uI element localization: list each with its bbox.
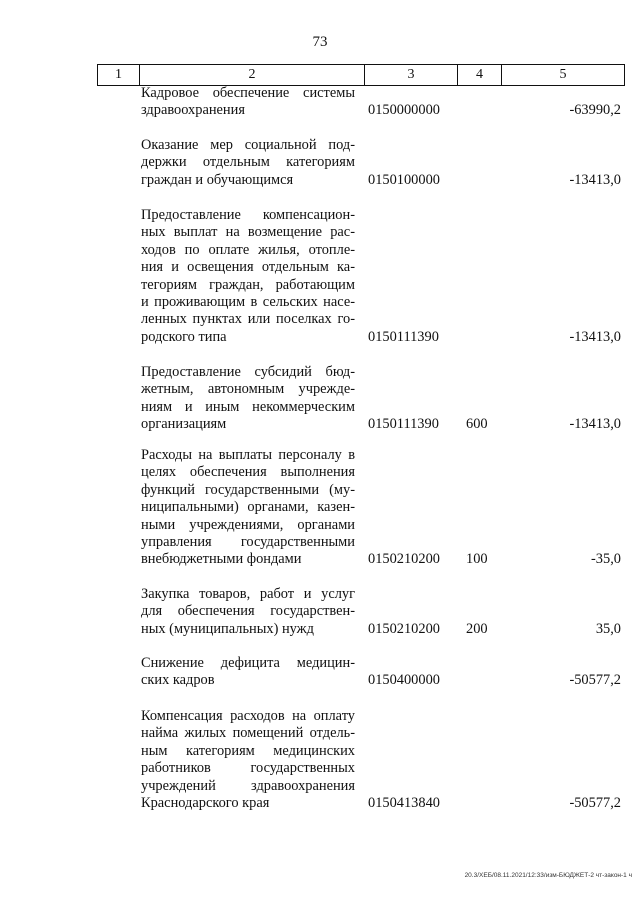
row-description: Компенсация расходов на оплату найма жилых помещений отдель- ным категориям медицинских работников государственных учреждений здравоохранения Краснодарского края <box>141 708 355 812</box>
row-amount: -13413,0 <box>569 328 621 345</box>
row-amount: 35,0 <box>595 620 621 637</box>
row-description: Закупка товаров, работ и услуг для обеспечения государствен- ных (муниципальных) нужд <box>141 586 355 637</box>
column-header-row <box>98 65 625 86</box>
column-header-5: 5 <box>502 65 625 86</box>
row-code: 0150111390 <box>368 416 439 433</box>
row-code: 0150210200 <box>368 551 440 568</box>
document-footer-stamp: 20.3/ХЕБ/08.11.2021/12:33/изм-БЮДЖЕТ-2 чт-закон-1 ч <box>464 872 632 879</box>
row-expense-type: 200 <box>466 620 488 637</box>
row-code: 0150000000 <box>368 102 440 119</box>
column-header-table <box>97 64 625 86</box>
row-code: 0150210200 <box>368 620 440 637</box>
row-amount: -50577,2 <box>569 672 621 689</box>
column-header-1: 1 <box>98 65 140 86</box>
row-code: 0150100000 <box>368 171 440 188</box>
row-amount: -63990,2 <box>569 102 621 119</box>
row-amount: -13413,0 <box>569 416 621 433</box>
row-description: Расходы на выплаты персоналу в целях обеспечения выполнения функций государственными (му- ниципальными) органами, казен- ными учреждениями, органами управления государственными внебюджетными фондами <box>141 447 355 568</box>
row-description: Снижение дефицита медицин- ских кадров <box>141 655 355 689</box>
column-header-3: 3 <box>365 65 458 86</box>
row-description: Предоставление субсидий бюд- жетным, автономным учрежде- ниям и иным некоммерческим организациям <box>141 364 355 433</box>
row-description: Предоставление компенсацион- ных выплат на возмещение рас- ходов по оплате жилья, отопле- ния и освещения отдельным ка- тегориям граждан, работающим и проживающим в сельских насе- ленных пунктах или поселках го- родского типа <box>141 207 355 345</box>
row-expense-type: 600 <box>466 416 488 433</box>
row-description: Оказание мер социальной под- держки отдельным категориям граждан и обучающимся <box>141 137 355 188</box>
row-description: Кадровое обеспечение системы здравоохранения <box>141 85 355 119</box>
page-number: 73 <box>312 34 328 50</box>
row-amount: -35,0 <box>591 551 621 568</box>
row-code: 0150413840 <box>368 795 440 811</box>
column-header-4: 4 <box>458 65 502 86</box>
row-code: 0150400000 <box>368 672 440 689</box>
row-expense-type: 100 <box>466 551 488 568</box>
column-header-2: 2 <box>140 65 365 86</box>
row-code: 0150111390 <box>368 328 439 345</box>
row-amount: -13413,0 <box>569 171 621 188</box>
row-amount: -50577,2 <box>569 795 621 811</box>
